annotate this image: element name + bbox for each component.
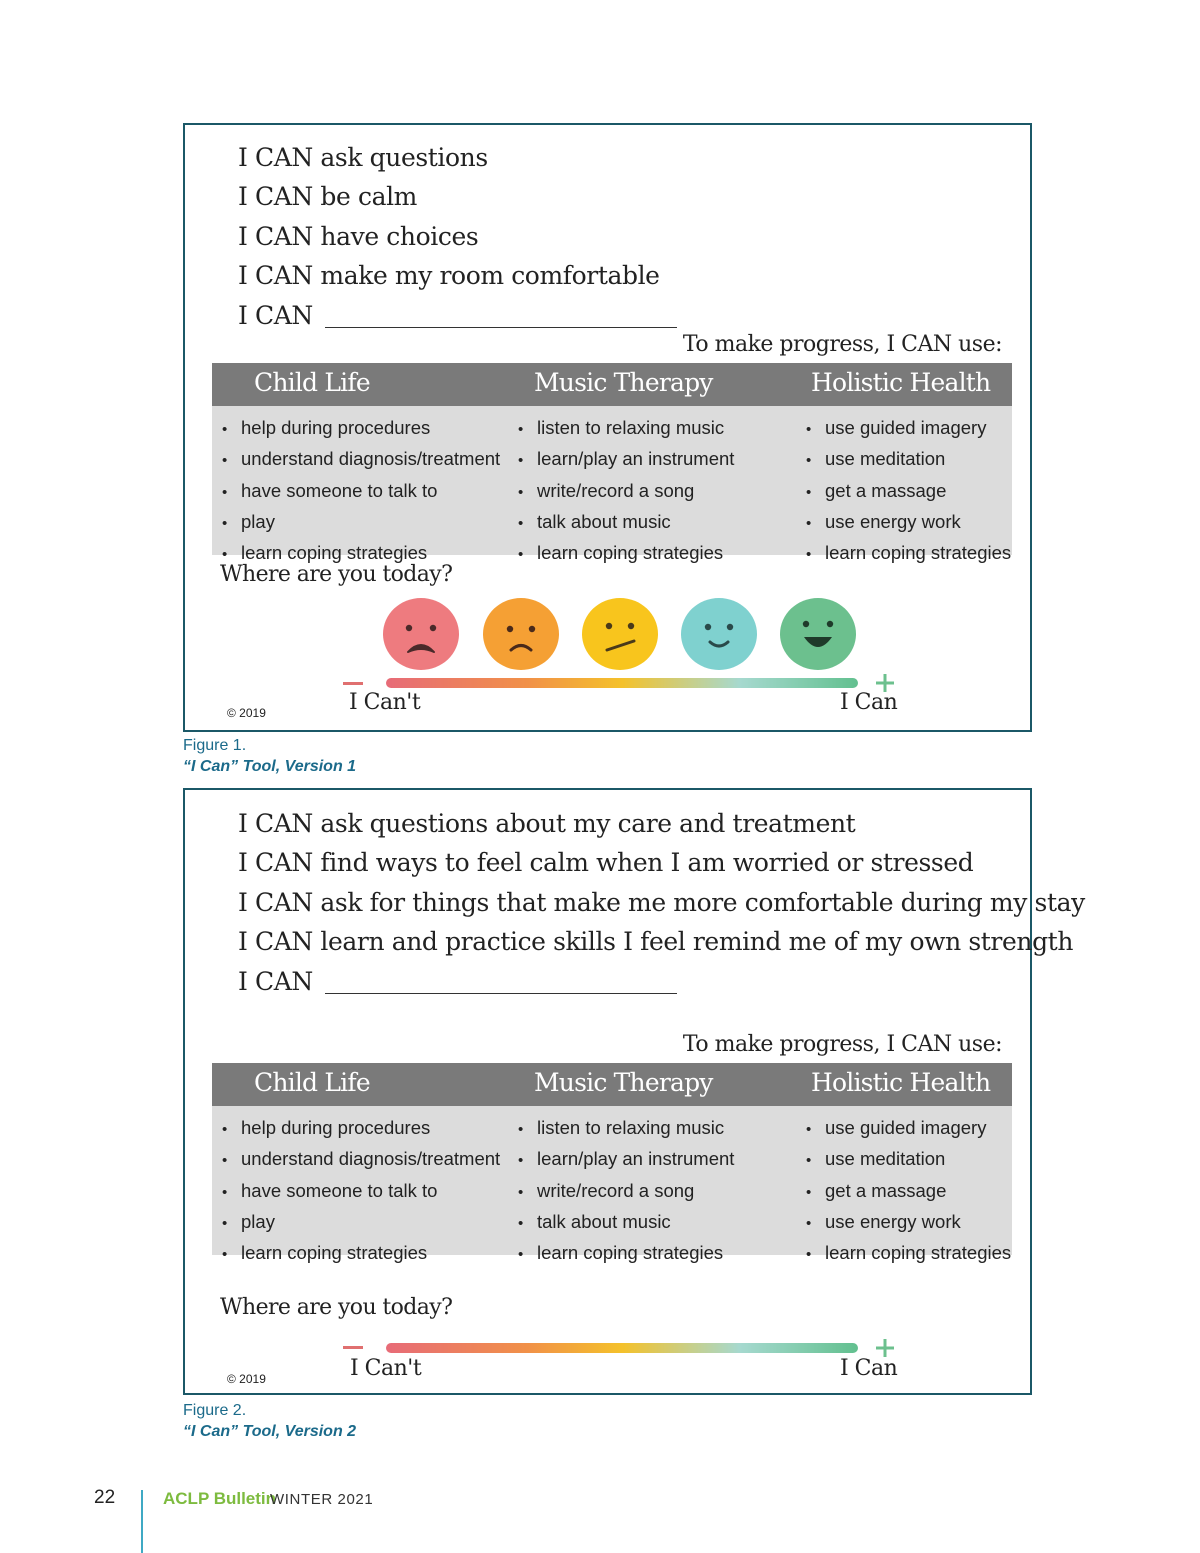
list-item: • use meditation (806, 444, 1011, 475)
where-are-you-label: Where are you today? (220, 562, 453, 587)
list-item: • play (222, 1207, 500, 1238)
holistic-health-list (806, 413, 1011, 569)
issue-label: WINTER 2021 (270, 1491, 374, 1508)
list-item: • use energy work (806, 507, 1011, 538)
statement: I CAN be calm (238, 182, 417, 212)
copyright: © 2019 (227, 706, 266, 720)
minus-icon (343, 682, 363, 685)
list-item: • listen to relaxing music (518, 1113, 734, 1144)
i-can-statements (238, 138, 677, 335)
list-item: • learn coping strategies (518, 1238, 734, 1269)
sad-face-icon (482, 597, 560, 671)
statement: I CAN make my room comfortable (238, 261, 660, 291)
happy-face-icon (779, 597, 857, 671)
i-can-statements (238, 804, 1085, 1001)
blank-prefix: I CAN (238, 966, 313, 996)
caption-title: “I Can” Tool, Version 1 (183, 758, 357, 775)
list-item: • have someone to talk to (222, 1176, 500, 1207)
scale-label-cant: I Can't (349, 690, 421, 715)
progress-label: To make progress, I CAN use: (682, 1032, 1002, 1057)
figure-1-caption (183, 735, 356, 777)
scale-label-can: I Can (840, 690, 898, 715)
list-item: • write/record a song (518, 476, 734, 507)
music-therapy-list (518, 1113, 734, 1269)
statement: I CAN ask questions (238, 143, 488, 172)
list-item: • learn coping strategies (806, 538, 1011, 569)
blank-statement (238, 962, 1085, 1001)
feeling-scale-bar (386, 678, 858, 688)
caption-label: Figure 2. (183, 1402, 247, 1419)
list-item: • listen to relaxing music (518, 413, 734, 444)
list-item: • learn coping strategies (222, 538, 500, 569)
copyright: © 2019 (227, 1372, 266, 1386)
statement: I CAN learn and practice skills I feel remind me of my own strength (238, 927, 1074, 957)
list-item: • learn coping strategies (806, 1238, 1011, 1269)
list-item: • have someone to talk to (222, 476, 500, 507)
col-header-music-therapy: Music Therapy (534, 1068, 713, 1097)
holistic-health-list (806, 1113, 1011, 1269)
child-life-list (222, 1113, 500, 1269)
figure-2-panel (183, 788, 1085, 1395)
list-item: • use guided imagery (806, 1113, 1011, 1144)
music-therapy-list (518, 413, 734, 569)
col-header-holistic-health: Holistic Health (811, 368, 991, 397)
list-item: • help during procedures (222, 413, 500, 444)
list-item: • play (222, 507, 500, 538)
statement: I CAN find ways to feel calm when I am worried or stressed (238, 848, 974, 878)
progress-label: To make progress, I CAN use: (682, 332, 1002, 357)
minus-icon (343, 1346, 363, 1349)
statement: I CAN ask questions about my care and treatment (238, 809, 856, 838)
blank-statement (238, 296, 677, 335)
list-item: • understand diagnosis/treatment (222, 444, 500, 475)
col-header-child-life: Child Life (254, 1068, 370, 1097)
col-header-child-life: Child Life (254, 368, 370, 397)
smile-face-icon (680, 597, 758, 671)
scale-label-can: I Can (840, 1356, 898, 1381)
list-item: • use energy work (806, 1207, 1011, 1238)
table-header (212, 363, 1012, 406)
list-item: • talk about music (518, 1207, 734, 1238)
list-item: • learn/play an instrument (518, 444, 734, 475)
caption-title: “I Can” Tool, Version 2 (183, 1423, 357, 1440)
list-item: • write/record a song (518, 1176, 734, 1207)
list-item: • learn coping strategies (222, 1238, 500, 1269)
page-number: 22 (94, 1487, 116, 1508)
list-item: • learn/play an instrument (518, 1144, 734, 1175)
statement: I CAN ask for things that make me more comfortable during my stay (238, 887, 1085, 917)
table-header (212, 1063, 1012, 1106)
resource-table (212, 363, 1012, 564)
col-header-music-therapy: Music Therapy (534, 368, 713, 397)
footer-divider (141, 1490, 143, 1553)
neutral-face-icon (581, 597, 659, 671)
statement: I CAN have choices (238, 221, 479, 251)
where-are-you-label: Where are you today? (220, 1295, 453, 1320)
child-life-list (222, 413, 500, 569)
blank-line (325, 327, 677, 328)
publication-name: ACLP Bulletin (163, 1489, 277, 1508)
list-item: • use meditation (806, 1144, 1011, 1175)
figure-2-caption (183, 1400, 356, 1442)
list-item: • talk about music (518, 507, 734, 538)
list-item: • get a massage (806, 1176, 1011, 1207)
very-sad-face-icon (382, 597, 460, 671)
caption-label: Figure 1. (183, 737, 247, 754)
scale-label-cant: I Can't (350, 1356, 422, 1381)
page-footer (0, 1487, 1200, 1553)
list-item: • help during procedures (222, 1113, 500, 1144)
col-header-holistic-health: Holistic Health (811, 1068, 991, 1097)
list-item: • learn coping strategies (518, 538, 734, 569)
resource-table (212, 1063, 1012, 1264)
blank-prefix: I CAN (238, 300, 313, 330)
blank-line (325, 993, 677, 994)
figure-1-panel (183, 123, 1032, 732)
list-item: • understand diagnosis/treatment (222, 1144, 500, 1175)
feeling-scale-bar (386, 1343, 858, 1353)
list-item: • use guided imagery (806, 413, 1011, 444)
list-item: • get a massage (806, 476, 1011, 507)
